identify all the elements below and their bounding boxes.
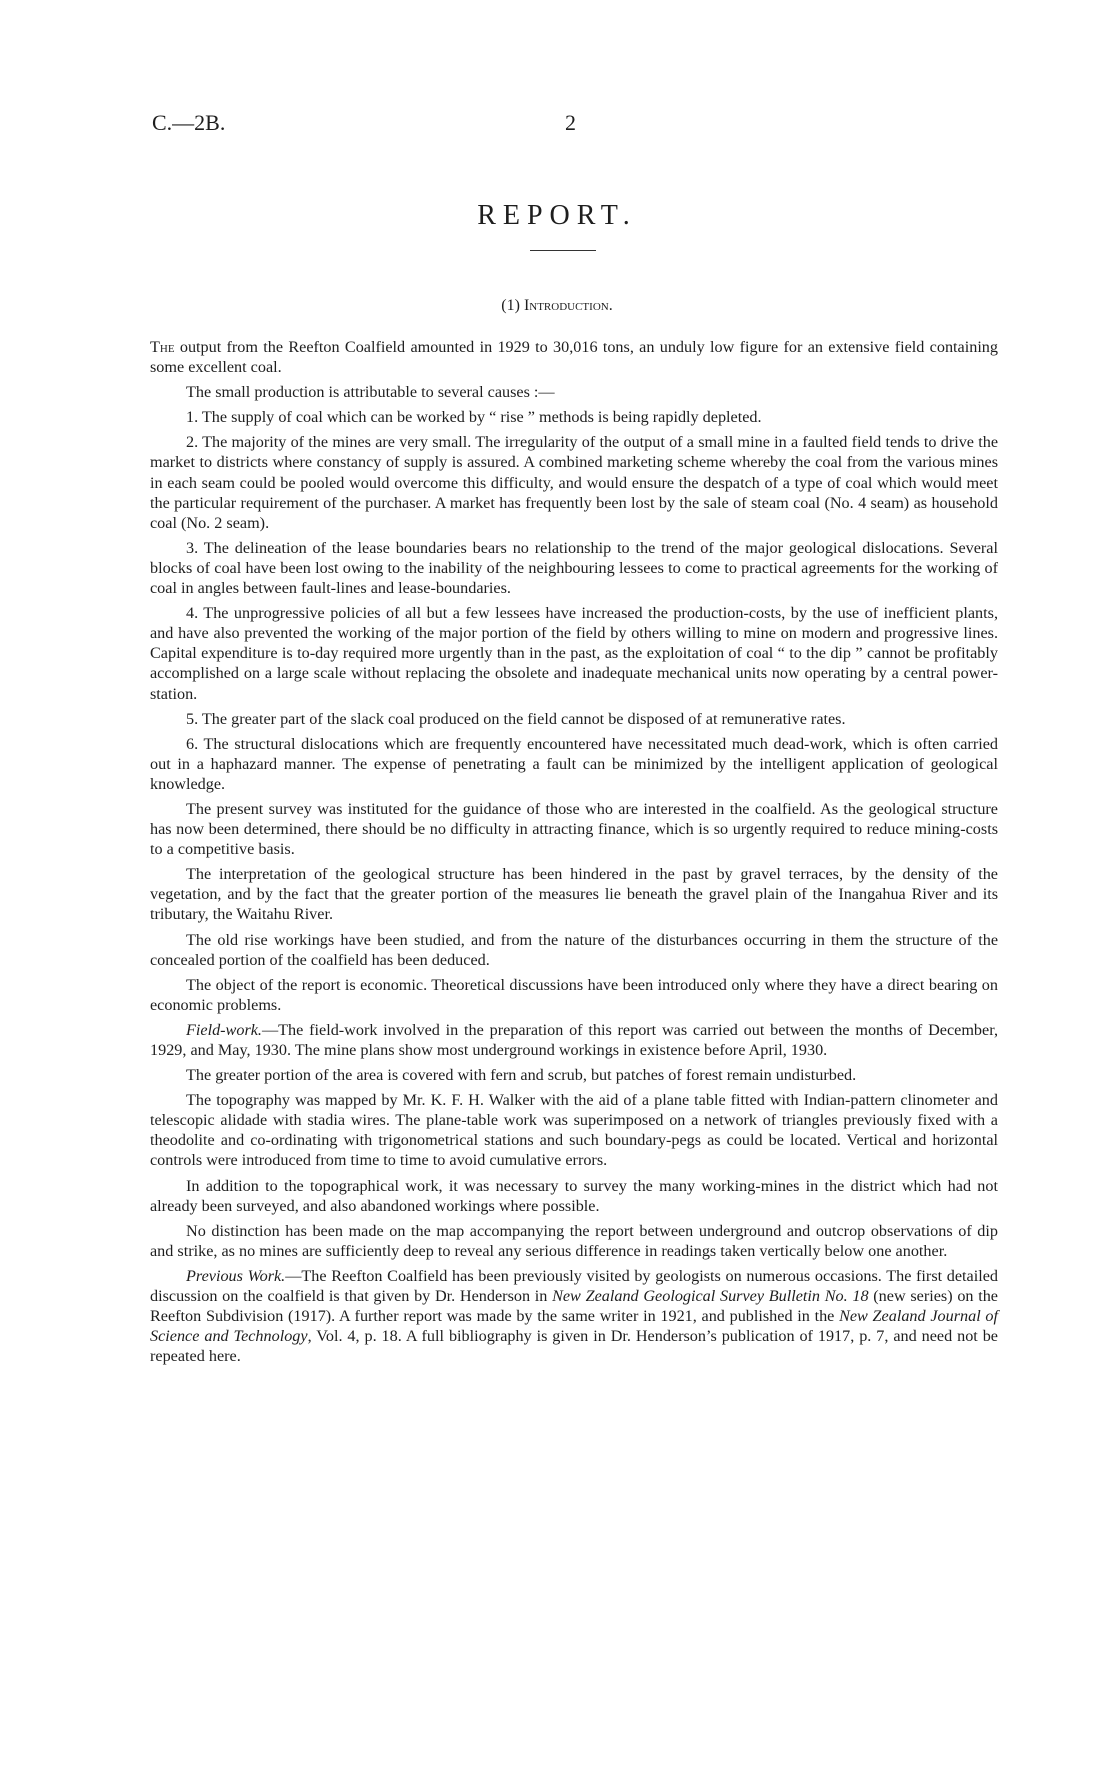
report-body	[150, 337, 998, 1371]
paragraph-text: —The Reefton Coalfield has been previously visited by geologists on numerous occasions. The first detailed discussion on the coalfield is that given by Dr. Henderson in	[150, 1266, 999, 1306]
page-number: 2	[565, 110, 576, 135]
paragraph	[150, 1266, 998, 1366]
paragraph: 4. The unprogressive policies of all but a few lessees have increased the production-costs, by the use of inefficient plants, and have also prevented the working of the major portion of the field by others willing to mine on modern and progressive lines. Capital expenditure is to-day required more urgently than in the past, as the exploitation of coal “ to the dip ” cannot be profitably accomplished on a large scale without replacing the obsolete and inadequate mechanical units now operating by a central power-station.	[150, 604, 998, 703]
paragraph: 2. The majority of the mines are very small. The irregularity of the output of a small mine in a faulted field tends to drive the market to districts where constancy of supply is assured. A combined marketing scheme whereby the coal from the various mines in each seam could be pooled would overcome this difficulty, and would ensure the despatch of a type of coal which would meet the particular requirement of the purchaser. A market has frequently been lost by the sale of steam coal (No. 4 seam) as household coal (No. 2 seam).	[150, 433, 998, 532]
paragraph: The object of the report is economic. Theoretical discussions have been introduced only where they have a direct bearing on economic problems.	[150, 975, 998, 1014]
paragraph: The small production is attributable to several causes :—	[186, 383, 555, 402]
paragraph-lead: The	[150, 338, 175, 356]
publication-title: New Zealand Journal of Science and Technology	[150, 1307, 998, 1346]
paragraph: The interpretation of the geological structure has been hindered in the past by gravel terraces, by the density of the vegetation, and by the fact that the greater portion of the measures lie beneath the gravel plain of the Inangahua River and its tributary, the Waitahu River.	[150, 865, 998, 924]
section-name: Introduction.	[523, 297, 613, 314]
paragraph	[150, 1020, 998, 1060]
publication-title: New Zealand Geological Survey Bulletin No. 18	[552, 1287, 869, 1306]
paragraph: The greater portion of the area is covered with fern and scrub, but patches of forest remain undisturbed.	[186, 1066, 857, 1085]
paragraph: No distinction has been made on the map accompanying the report between underground and outcrop observations of dip and strike, as no mines are sufficiently deep to reveal any serious difference in readings taken vertically below one another.	[150, 1221, 998, 1260]
paragraph: The topography was mapped by Mr. K. F. H. Walker with the aid of a plane table fitted with Indian-pattern clinometer and telescopic alidade with stadia wires. The plane-table work was superimposed on a network of triangles previously fixed with a theodolite and co-ordinating with trigonometrical stations and such boundary-pegs as could be located. Vertical and horizontal controls were introduced from time to time to avoid cumulative errors.	[150, 1091, 998, 1170]
paragraph: 3. The delineation of the lease boundaries bears no relationship to the trend of the major geological dislocations. Several blocks of coal have been lost owing to the inability of the neighbouring lessees to come to practical agreements for the working of coal in angles between fault-lines and lease-boundaries.	[150, 538, 998, 598]
paragraph-text: output from the Reefton Coalfield amounted in 1929 to 30,016 tons, an unduly low figure for an extensive field containing some excellent coal.	[150, 338, 998, 377]
paragraph-lead: Field-work.	[186, 1020, 262, 1039]
paragraph: 1. The supply of coal which can be worked by “ rise ” methods is being rapidly depleted.	[186, 408, 762, 427]
paragraph: The old rise workings have been studied, and from the nature of the disturbances occurring in them the structure of the concealed portion of the coalfield has been deduced.	[150, 930, 998, 969]
paragraph-text: , Vol. 4, p. 18. A full bibliography is given in Dr. Henderson’s publication of 1917, p. 7, and need not be repeated here.	[150, 1327, 998, 1366]
paragraph: 6. The structural dislocations which are frequently encountered have necessitated much dead-work, which is often carried out in a haphazard manner. The expense of penetrating a fault can be minimized by the intelligent application of geological knowledge.	[150, 734, 998, 793]
paragraph: In addition to the topographical work, it was necessary to survey the many working-mines in the district which had not already been surveyed, and also abandoned workings where possible.	[150, 1176, 998, 1215]
paragraph: 5. The greater part of the slack coal produced on the field cannot be disposed of at remunerative rates.	[186, 709, 846, 728]
document-code: C.—2B.	[152, 110, 226, 135]
title-rule	[530, 250, 596, 251]
paragraph-lead: Previous Work.	[186, 1266, 286, 1285]
paragraph-text: —The field-work involved in the preparation of this report was carried out between the months of December, 1929, and May, 1930. The mine plans show most underground workings in existence before April, 1930.	[150, 1020, 998, 1059]
section-number: (1)	[501, 297, 520, 314]
paragraph-text: (new series) on the Reefton Subdivision (1917). A further report was made by the same writer in 1921, and published in the	[150, 1287, 998, 1326]
paragraph	[150, 337, 998, 377]
report-title: REPORT.	[477, 200, 637, 231]
paragraph: The present survey was instituted for the guidance of those who are interested in the coalfield. As the geological structure has now been determined, there should be no difficulty in attracting finance, which is so urgently required to reduce mining-costs to a competitive basis.	[150, 799, 998, 859]
section-heading	[0, 297, 1114, 315]
